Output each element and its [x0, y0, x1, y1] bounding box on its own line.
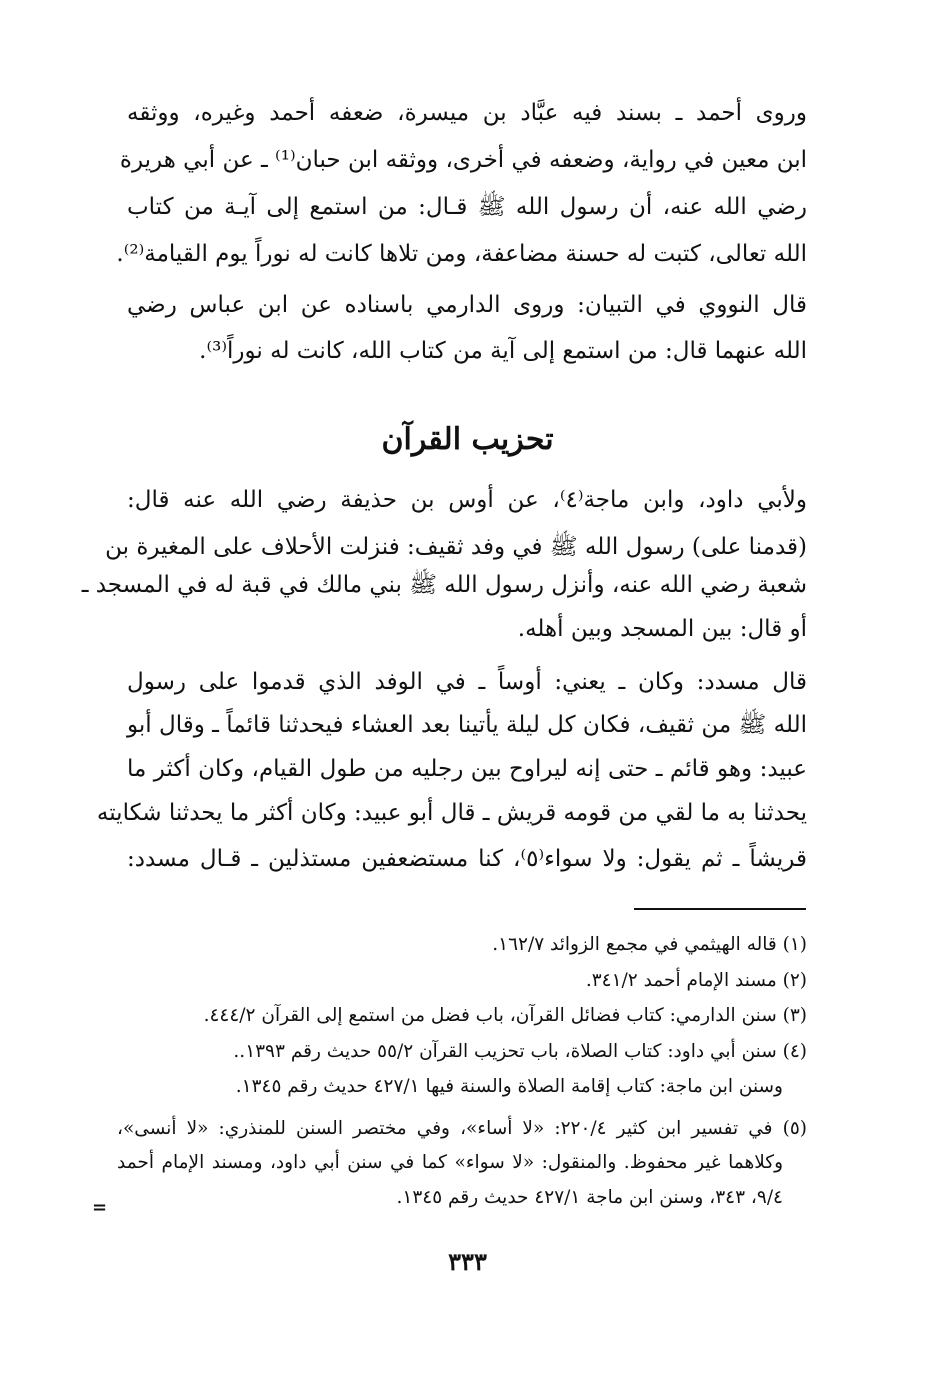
text-line: وروى أحمد ـ بسند فيه عبَّاد بن ميسرة، ضعفه أحمد وغيره، ووثقه [127, 100, 807, 126]
section-heading: تحزيب القرآن [381, 422, 554, 457]
text-line: يحدثنا به ما لقي من قومه قريش ـ قال أبو عبيد: وكان أكثر ما يحدثنا شكايته [96, 800, 807, 826]
footnote: (٤) سنن أبي داود: كتاب الصلاة، باب تحزيب القرآن ٥٥/٢ حديث رقم ١٣٩٣.. [233, 1041, 807, 1062]
text-line: الله تعالى، كتبت له حسنة مضاعفة، ومن تلاها كانت له نوراً يوم القيامة⁽²⁾. [116, 241, 807, 267]
text-line: قال مسدد: وكان ـ يعني: أوساً ـ في الوفد الذي قدموا على رسول [127, 669, 807, 695]
footnote-separator [634, 908, 806, 910]
text-line: شعبة رضي الله عنه، وأنزل رسول الله ﷺ بني مالك في قبة له في المسجد ـ [81, 572, 807, 598]
text-line: قريشاً ـ ثم يقول: ولا سواء⁽٥⁾، كنا مستضعفين مستذلين ـ قـال مسدد: [127, 846, 807, 872]
text-line: ابن معين في رواية، وضعفه في أخرى، ووثقه ابن حبان⁽¹⁾ ـ عن أبي هريرة [119, 147, 807, 173]
footnote: (٢) مسند الإمام أحمد ٣٤١/٢. [585, 970, 807, 991]
footnote: وسنن ابن ماجة: كتاب إقامة الصلاة والسنة فيها ٤٢٧/١ حديث رقم ١٣٤٥. [235, 1076, 783, 1097]
text-line: قال النووي في التبيان: وروى الدارمي باسناده عن ابن عباس رضي [127, 292, 807, 318]
text-line: ولأبي داود، وابن ماجة⁽٤⁾، عن أوس بن حذيفة رضي الله عنه قال: [127, 487, 807, 513]
footnote: (٣) سنن الدارمي: كتاب فضائل القرآن، باب فضل من استمع إلى القرآن ٤٤٤/٢. [203, 1005, 807, 1026]
footnote: ٩/٤، ٣٤٣، وسنن ابن ماجة ٤٢٧/١ حديث رقم ١٣٤٥. [396, 1187, 783, 1208]
page-number: ٣٣٣ [448, 1247, 487, 1276]
text-line: الله ﷺ من ثقيف، فكان كل ليلة يأتينا بعد العشاء فيحدثنا قائماً ـ وقال أبو [127, 712, 807, 738]
footnote: (١) قاله الهيثمي في مجمع الزوائد ١٦٢/٧. [492, 934, 807, 955]
text-line: عبيد: وهو قائم ـ حتى إنه ليراوح بين رجليه من طول القيام، وكان أكثر ما [127, 756, 807, 782]
footnote: وكلاهما غير محفوظ. والمنقول: «لا سواء» كما في سنن أبي داود، ومسند الإمام أحمد [117, 1152, 783, 1173]
margin-mark: = [92, 1197, 108, 1218]
text-line: أو قال: بين المسجد وبين أهله. [517, 616, 807, 642]
text-line: (قدمنا على) رسول الله ﷺ في وفد ثقيف: فنزلت الأحلاف على المغيرة بن [105, 534, 807, 560]
footnote: (٥) في تفسير ابن كثير ٢٢٠/٤: «لا أساء»، وفي مختصر السنن للمنذري: «لا أنسى»، [117, 1118, 807, 1139]
text-line: الله عنهما قال: من استمع إلى آية من كتاب الله، كانت له نوراً⁽³⁾. [199, 338, 807, 364]
text-line: رضي الله عنه، أن رسول الله ﷺ قـال: من استمع إلى آيـة من كتاب [127, 194, 807, 220]
